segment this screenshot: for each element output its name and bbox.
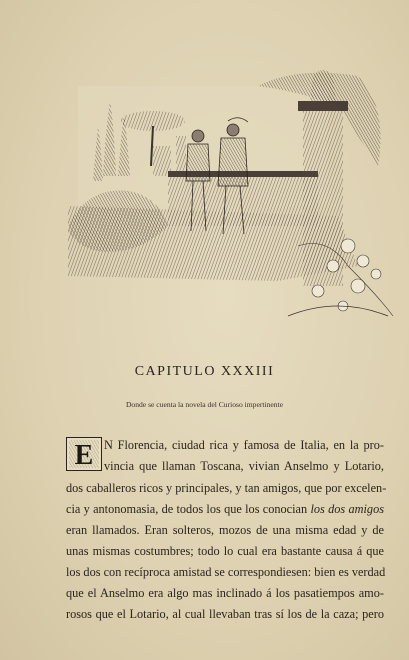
body-line-6: unas mismas costumbres; todo lo cual era bastante causa á que	[66, 544, 384, 558]
body-line-3: dos caballeros ricos y principales, y tan amigos, que por excelen-	[66, 481, 387, 495]
body-line-4-text: cia y antonomasia, de todos los que los conocian	[66, 502, 311, 516]
body-line-7: los dos con recíproca amistad se correspondiesen: bien es verdad	[66, 565, 386, 579]
dropcap-letter: E	[74, 440, 94, 471]
chapter-subtitle: Donde se cuenta la novela del Curioso impertinente	[125, 400, 284, 409]
dropcap-ornament	[66, 437, 102, 471]
body-line-5: eran llamados. Eran solteros, mozos de una misma edad y de	[66, 523, 384, 537]
body-line-4	[66, 502, 384, 516]
body-line-9: rosos que el Lotario, al cual llevaban tras sí los de la caza; pero	[66, 607, 384, 621]
italic-phrase: los dos amigos	[310, 502, 385, 516]
body-line-2: vincia que llaman Toscana, vivian Anselmo y Lotario,	[104, 459, 384, 473]
chapter-title: CAPITULO XXXIII	[134, 364, 275, 379]
body-line-8: que el Anselmo era algo mas inclinado á los pasatiempos amo-	[66, 586, 384, 600]
body-line-1: N Florencia, ciudad rica y famosa de Italia, en la pro-	[104, 438, 384, 452]
engraving-illustration	[58, 66, 398, 336]
